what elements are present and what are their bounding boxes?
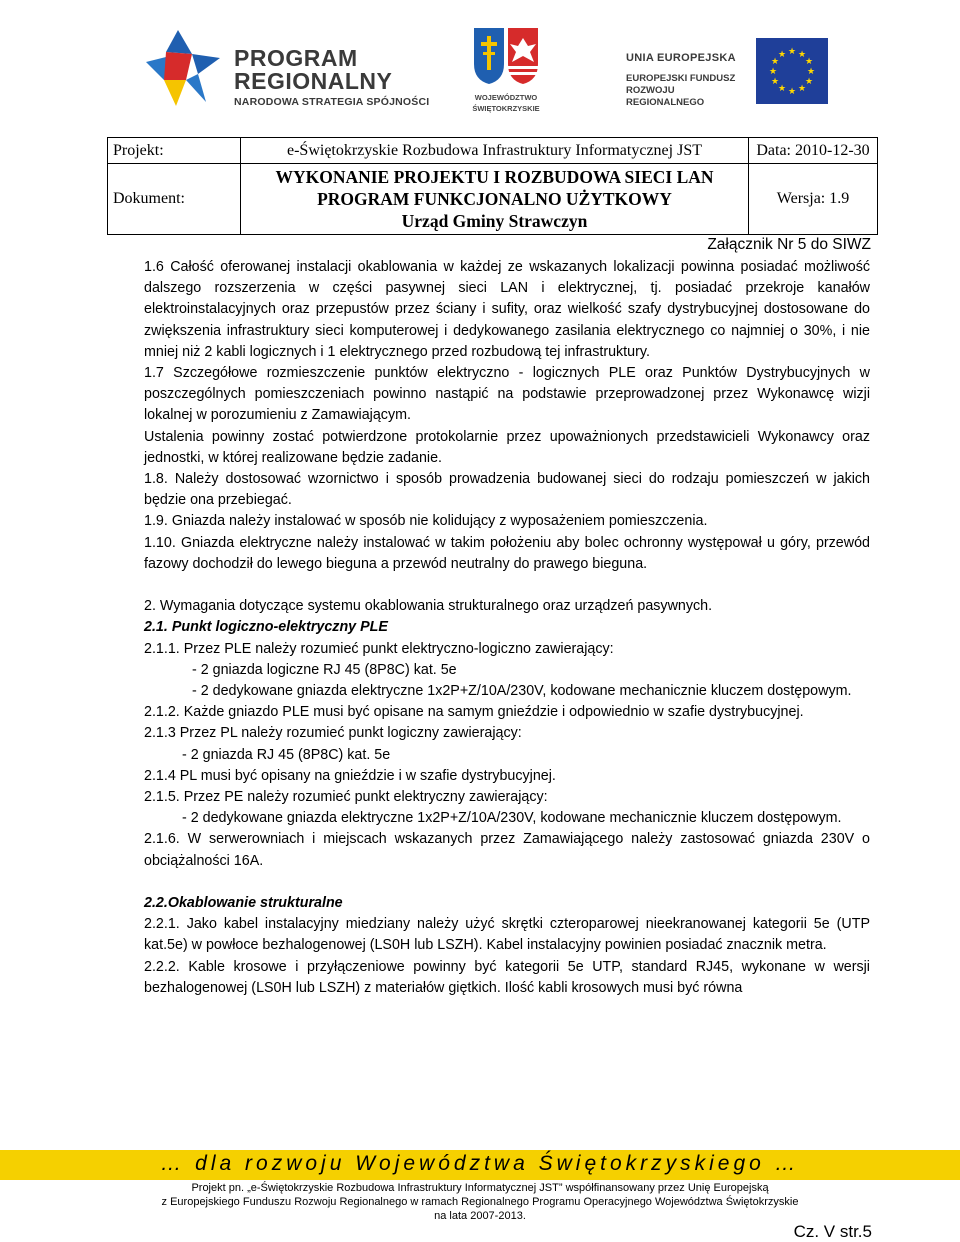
ue-line1: UNIA EUROPEJSKA xyxy=(626,52,736,64)
svg-text:★: ★ xyxy=(770,77,780,87)
paragraph: 1.10. Gniazda elektryczne należy instalować w takim położeniu aby bolec ochronny występował u góry, przewód fazowy dochodził do lewego bieguna a przewód neutralny do prawego bieguna. xyxy=(144,534,870,572)
blank-line xyxy=(144,575,870,596)
svg-text:★: ★ xyxy=(804,57,814,67)
paragraph: 2.2.1. Jako kabel instalacyjny miedziany należy użyć skrętki czteroparowej nieekranowanej kategorii 5e (UTP kat.5e) w powłoce bezhalogenowej (LS0H lub LSZH). Kabel instalacyjny powinien posiadać znacznik metra. xyxy=(144,916,870,954)
wojewodztwo-logo xyxy=(466,24,546,114)
document-date: Data: 2010-12-30 xyxy=(749,138,878,164)
coat-of-arms-icon xyxy=(470,24,542,86)
document-version: Wersja: 1.9 xyxy=(749,164,878,235)
wojewodztwo-line2: ŚWIĘTOKRZYSKIE xyxy=(472,104,540,113)
paragraph: 2.1.2. Każde gniazdo PLE musi być opisane na samym gnieździe i odpowiednio w szafie dystrybucyjnej. xyxy=(144,704,804,721)
paragraph: - 2 gniazda logiczne RJ 45 (8P8C) kat. 5e xyxy=(192,661,457,678)
svg-text:★: ★ xyxy=(777,50,787,60)
paragraph: 2.1.6. W serwerowniach i miejscach wskazanych przez Zamawiającego należy zastosować gniazda 230V o obciążalności 16A. xyxy=(144,831,870,869)
ue-line3: ROZWOJU REGIONALNEGO xyxy=(626,85,705,108)
section-heading: 2.1. Punkt logiczno-elektryczny PLE xyxy=(144,619,388,636)
footer-slogan: … dla rozwoju Województwa Świętokrzyskiego … xyxy=(160,1152,800,1175)
svg-text:★: ★ xyxy=(787,47,797,57)
footer-line1: Projekt pn. „e-Świętokrzyskie Rozbudowa Infrastruktury Informatycznej JST” współfinansowany przez Unię Europejską xyxy=(191,1182,769,1194)
unia-europejska-logo xyxy=(618,36,833,106)
program-logo-line3: NARODOWA STRATEGIA SPÓJNOŚCI xyxy=(234,96,430,108)
paragraph: 1.7 Szczegółowe rozmieszczenie punktów elektryczno - logicznych PLE oraz Punktów Dystrybucyjnych w poszczególnych pomieszczeniach powinno nastąpić na podstawie przeprowadzonej przez Wykonawcę wizji lokalnej w porozumieniu z Zamawiającym. xyxy=(144,365,870,424)
svg-text:★: ★ xyxy=(777,84,787,94)
svg-text:★: ★ xyxy=(770,57,780,67)
paragraph: 2.1.3 Przez PL należy rozumieć punkt logiczny zawierający: xyxy=(144,725,522,742)
paragraph: 2.2.2. Kable krosowe i przyłączeniowe powinny być kategorii 5e UTP, standard RJ45, wykonane w wersji bezhalogenowej (LS0H lub LSZH) z materiałów giętkich. Ilość kabli krosowych musi być równa xyxy=(144,958,870,996)
paragraph: 2.1.4 PL musi być opisany na gnieździe i w szafie dystrybucyjnej. xyxy=(144,767,556,784)
page-number: Cz. V str.5 xyxy=(793,1222,872,1241)
svg-text:★: ★ xyxy=(797,50,807,60)
blank-line xyxy=(144,872,870,893)
svg-text:★: ★ xyxy=(797,84,807,94)
svg-text:★: ★ xyxy=(804,77,814,87)
paragraph: - 2 dedykowane gniazda elektryczne 1x2P+Z/10A/230V, kodowane mechanicznie kluczem dostępowym. xyxy=(192,683,852,700)
program-logo-line2: REGIONALNY xyxy=(234,68,393,94)
paragraph: 2.1.1. Przez PLE należy rozumieć punkt elektryczno-logiczno zawierający: xyxy=(144,640,614,657)
paragraph: 1.9. Gniazda należy instalować w sposób nie kolidujący z wyposażeniem pomieszczenia. xyxy=(144,513,708,530)
footer-line3: na lata 2007-2013. xyxy=(434,1210,526,1222)
document-body xyxy=(144,257,870,999)
paragraph: - 2 gniazda RJ 45 (8P8C) kat. 5e xyxy=(182,746,391,763)
program-logo-line1: PROGRAM xyxy=(234,45,358,71)
paragraph: 1.8. Należy dostosować wzornictwo i sposób prowadzenia budowanej sieci do rodzaju pomieszczeń w jakich będzie ona przebiegać. xyxy=(144,471,870,509)
annex-label: Załącznik Nr 5 do SIWZ xyxy=(707,236,871,253)
dokument-label: Dokument: xyxy=(108,164,241,235)
svg-text:★: ★ xyxy=(768,67,778,77)
projekt-label: Projekt: xyxy=(108,138,241,164)
program-regionalny-logo xyxy=(140,22,440,112)
paragraph: 2.1.5. Przez PE należy rozumieć punkt elektryczny zawierający: xyxy=(144,789,548,806)
eu-flag-icon xyxy=(756,38,828,104)
svg-text:★: ★ xyxy=(787,87,797,97)
program-regionalny-star-icon xyxy=(140,22,230,112)
paragraph: Ustalenia powinny zostać potwierdzone protokolarnie przez upoważnionych przedstawicieli Wykonawcy oraz jednostki, w której realizowane będzie zadanie. xyxy=(144,428,870,466)
document-title-line3: Urząd Gminy Strawczyn xyxy=(401,211,588,231)
projekt-value: e-Świętokrzyskie Rozbudowa Infrastruktury Informatycznej JST xyxy=(241,138,749,164)
paragraph: - 2 dedykowane gniazda elektryczne 1x2P+Z/10A/230V, kodowane mechanicznie kluczem dostępowym. xyxy=(182,810,842,827)
document-header-table xyxy=(107,137,878,235)
footer-info xyxy=(0,1181,960,1223)
logo-bar xyxy=(0,0,960,125)
paragraph: 2. Wymagania dotyczące systemu okablowania strukturalnego oraz urządzeń pasywnych. xyxy=(144,598,713,615)
footer-line2: z Europejskiego Funduszu Rozwoju Regionalnego w ramach Regionalnego Programu Operacyjnego Województwa Świętokrzyskie xyxy=(161,1196,799,1208)
document-title-line2: PROGRAM FUNKCJONALNO UŻYTKOWY xyxy=(317,189,672,209)
svg-text:★: ★ xyxy=(806,67,816,77)
wojewodztwo-line1: WOJEWÓDZTWO xyxy=(474,93,538,102)
document-title-line1: WYKONANIE PROJEKTU I ROZBUDOWA SIECI LAN xyxy=(275,167,714,187)
section-heading: 2.2.Okablowanie strukturalne xyxy=(144,895,343,912)
paragraph: 1.6 Całość oferowanej instalacji okablowania w każdej ze wskazanych lokalizacji powinna posiadać możliwość dalszego rozszerzenia w części pasywnej sieci LAN i elektrycznej, tj. posiadać przekroje kanałów elektroinstalacyjnych oraz przepustów przez ściany i sufity, oraz wielkość szafy dystrybucyjnej dostosowane do zwiększenia infrastruktury sieci komputerowej i dedykowanego zasilania elektrycznego co najmniej o 30%, i nie mniej niż 2 kabli logicznych i 1 elektrycznego przed rozbudową tej infrastruktury. xyxy=(144,259,870,360)
document-title xyxy=(241,164,749,235)
ue-line2: EUROPEJSKI FUNDUSZ xyxy=(626,73,736,84)
